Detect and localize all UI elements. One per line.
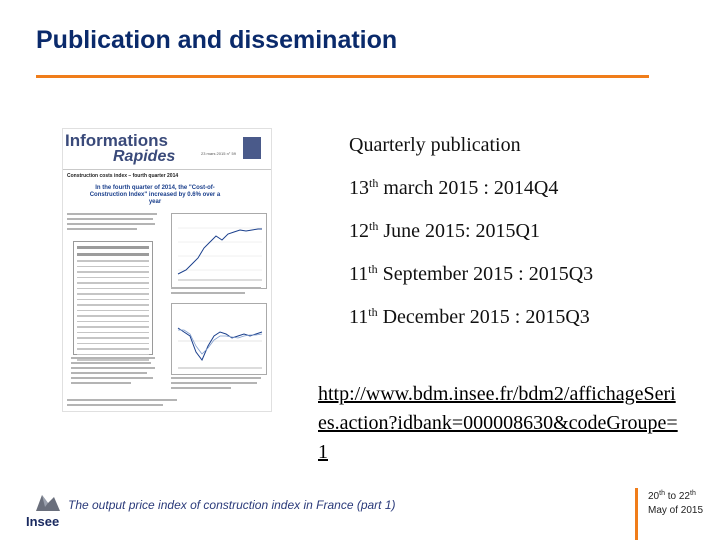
title-underline bbox=[36, 75, 649, 78]
insee-logo-icon bbox=[34, 493, 62, 511]
footer-date bbox=[648, 490, 703, 518]
insee-logo-icon bbox=[243, 137, 261, 159]
publication-chart-1 bbox=[171, 213, 267, 289]
bdm-series-link[interactable]: http://www.bdm.insee.fr/bdm2/affichageSeries.action?idbank=000008630&codeGroupe=1 bbox=[318, 383, 678, 463]
publication-brand-line1: Informations bbox=[65, 131, 168, 150]
publication-date-chip: 23 mars 2015 n° 59 bbox=[201, 151, 236, 156]
publication-chart-2 bbox=[171, 303, 267, 375]
footer-accent-bar bbox=[635, 488, 638, 540]
publication-chart-2-graphic bbox=[172, 304, 266, 378]
publication-text-column bbox=[67, 213, 159, 233]
publication-brand-line2: Rapides bbox=[113, 148, 176, 165]
publication-footer bbox=[67, 399, 267, 409]
publication-chart-1-caption bbox=[171, 287, 265, 297]
footer-caption: The output price index of construction index in France (part 1) bbox=[68, 498, 396, 512]
publication-note bbox=[71, 357, 157, 397]
publication-subtitle: Construction costs index – fourth quarter 2014 bbox=[67, 173, 179, 179]
footer-date-month: May of 2015 bbox=[648, 505, 704, 516]
slide-title: Publication and dissemination bbox=[36, 26, 398, 54]
publication-table bbox=[73, 241, 153, 355]
publication-headline: In the fourth quarter of 2014, the "Cost-of-Construction Index" increased by 0.6% over a year bbox=[89, 185, 221, 205]
publication-chart-2-caption bbox=[171, 377, 265, 392]
calendar-item: 13th march 2015 : 2014Q4 bbox=[349, 176, 559, 199]
publication-divider bbox=[63, 169, 271, 170]
publication-calendar bbox=[349, 130, 593, 345]
footer-date-range: 20th to 22th bbox=[648, 490, 696, 502]
publication-thumbnail bbox=[62, 128, 272, 412]
publication-chart-1-graphic bbox=[172, 214, 266, 288]
calendar-heading: Quarterly publication bbox=[349, 134, 521, 156]
calendar-item: 11th December 2015 : 2015Q3 bbox=[349, 305, 590, 328]
calendar-item: 11th September 2015 : 2015Q3 bbox=[349, 262, 594, 285]
calendar-item: 12th June 2015: 2015Q1 bbox=[349, 219, 541, 242]
insee-logo-text: Insee bbox=[26, 514, 60, 529]
